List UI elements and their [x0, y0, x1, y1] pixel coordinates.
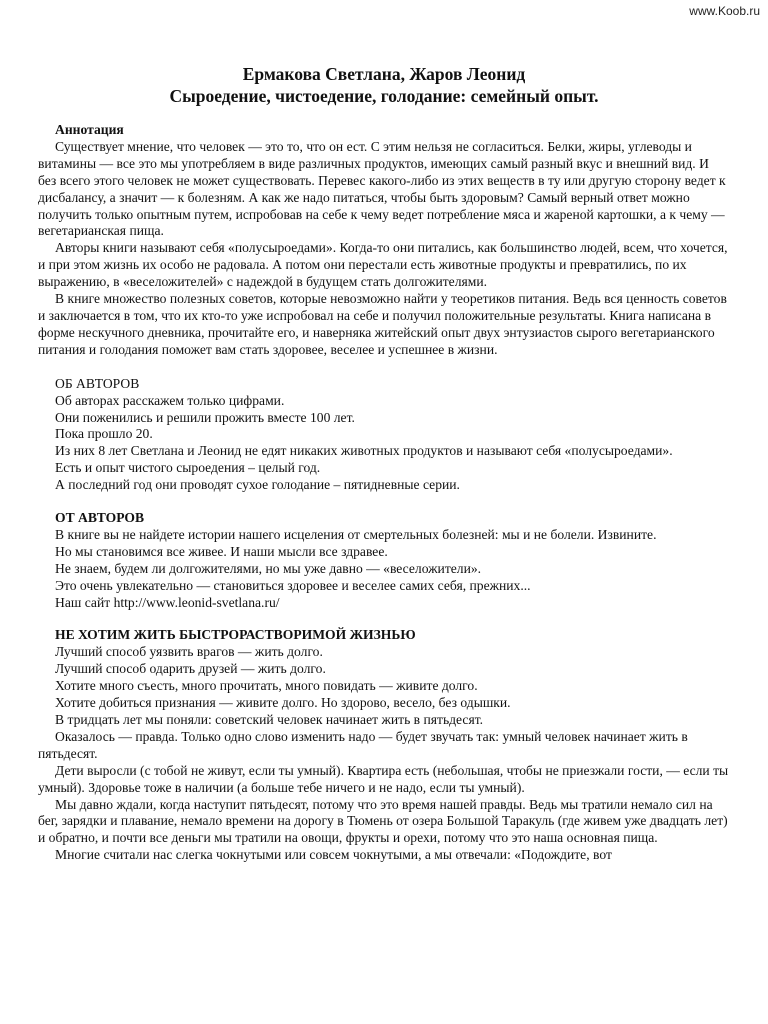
about-authors-heading: ОБ АВТОРОВ: [55, 375, 140, 391]
authors-title: Ермакова Светлана, Жаров Леонид: [242, 64, 526, 84]
chapter-line: Оказалось — правда. Только одно слово изменить надо — будет звучать так: умный человек начинает жить в пятьдесят.: [38, 728, 688, 761]
from-authors-line: Но мы становимся все живее. И наши мысли все здравее.: [55, 543, 388, 559]
chapter-line: Лучший способ уязвить врагов — жить долго.: [55, 644, 323, 660]
chapter-line: Многие считали нас слегка чокнутыми или совсем чокнутыми, а мы отвечали: «Подождите, вот: [55, 847, 612, 863]
about-authors-line: Они поженились и решили прожить вместе 100 лет.: [55, 409, 355, 425]
document-title-block: [38, 63, 730, 107]
chapter-line: Лучший способ одарить друзей — жить долго.: [55, 661, 326, 677]
site-url: www.Koob.ru: [689, 4, 760, 18]
about-authors-line: Об авторах расскажем только цифрами.: [55, 392, 285, 408]
section-spacer: [38, 611, 730, 627]
from-authors-line: Это очень увлекательно — становиться здоровее и веселее самих себя, прежних...: [55, 577, 531, 593]
from-authors-line: В книге вы не найдете истории нашего исцеления от смертельных болезней: мы и не болели. Извините.: [55, 526, 657, 542]
chapter-line: Хотите добиться признания — живите долго. Но здорово, весело, без одышки.: [55, 695, 511, 711]
section-spacer: [38, 494, 730, 510]
chapter-heading: НЕ ХОТИМ ЖИТЬ БЫСТРОРАСТВОРИМОЙ ЖИЗНЬЮ: [55, 627, 416, 643]
about-authors-line: А последний год они проводят сухое голодание – пятидневные серии.: [55, 477, 460, 493]
from-authors-line: Наш сайт http://www.leonid-svetlana.ru/: [55, 594, 280, 610]
chapter-line: Дети выросли (с тобой не живут, если ты умный). Квартира есть (небольшая, чтобы не приезжали гости, — если ты умный). Здоровье тоже в наличии (а больше тебе ничего и не надо, если ты умный).: [38, 762, 729, 795]
chapter-line: В тридцать лет мы поняли: советский человек начинает жить в пятьдесят.: [55, 712, 484, 727]
document-content: [38, 122, 730, 864]
about-authors-line: Пока прошло 20.: [55, 426, 153, 442]
from-authors-heading: ОТ АВТОРОВ: [55, 510, 145, 526]
from-authors-line: Не знаем, будем ли долгожителями, но мы уже давно — «веселожители».: [55, 560, 482, 576]
about-authors-line: Есть и опыт чистого сыроедения – целый год.: [55, 460, 321, 476]
annotation-paragraph: Авторы книги называют себя «полусыроедами». Когда-то они питались, как большинство людей, всем, что хочется, и при этом жизнь их особо не радовала. А потом они перестали есть животные продукты и превратились, по их выражению, в «веселожителей» с надеждой в будущем стать долгожителями.: [38, 240, 728, 290]
annotation-heading: Аннотация: [55, 122, 124, 137]
chapter-line: Хотите много съесть, много прочитать, много повидать — живите долго.: [55, 678, 478, 694]
book-title: Сыроедение, чистоедение, голодание: семейный опыт.: [169, 86, 599, 106]
about-authors-line: Из них 8 лет Светлана и Леонид не едят никаких животных продуктов и называют себя «полусыроедами».: [55, 443, 673, 459]
annotation-paragraph: Существует мнение, что человек — это то, что он ест. С этим нельзя не согласиться. Белки, жиры, углеводы и витамины — все это мы употребляем в виде различных продуктов, имеющих самый разный вкус и внешний вид. И без всего этого человек не может существовать. Перевес какого-либо из этих веществ в ту или другую сторону ведет к дисбалансу, а значит — к болезням. А как же надо питаться, чтобы быть здоровым? Самый верный ответ можно получить только опытным путем, испробовав на себе к чему ведет потребление мяса и жареной картошки, а к чему — вегетарианская пища.: [38, 138, 726, 239]
chapter-line: Мы давно ждали, когда наступит пятьдесят, потому что это время нашей правды. Ведь мы тратили немало сил на бег, зарядки и плавание, немало времени на дорогу в Тюмень от озера Большой Таракуль (где живем уже двадцать лет) и обратно, и почти все деньги мы тратили на овощи, фрукты и орехи, потому что это наша основная пища.: [38, 796, 728, 846]
section-spacer: [38, 359, 730, 376]
annotation-paragraph: В книге множество полезных советов, которые невозможно найти у теоретиков питания. Ведь вся ценность советов и заключается в том, что их кто-то уже испробовал на себе и получил положительные результаты. Книга написана в форме нескучного дневника, прочитайте его, и наверняка житейский опыт двух энтузиастов сырого вегетарианского питания и голодания поможет вам стать здоровее, веселее и успешнее в жизни.: [38, 291, 727, 357]
document-page: [38, 38, 730, 864]
